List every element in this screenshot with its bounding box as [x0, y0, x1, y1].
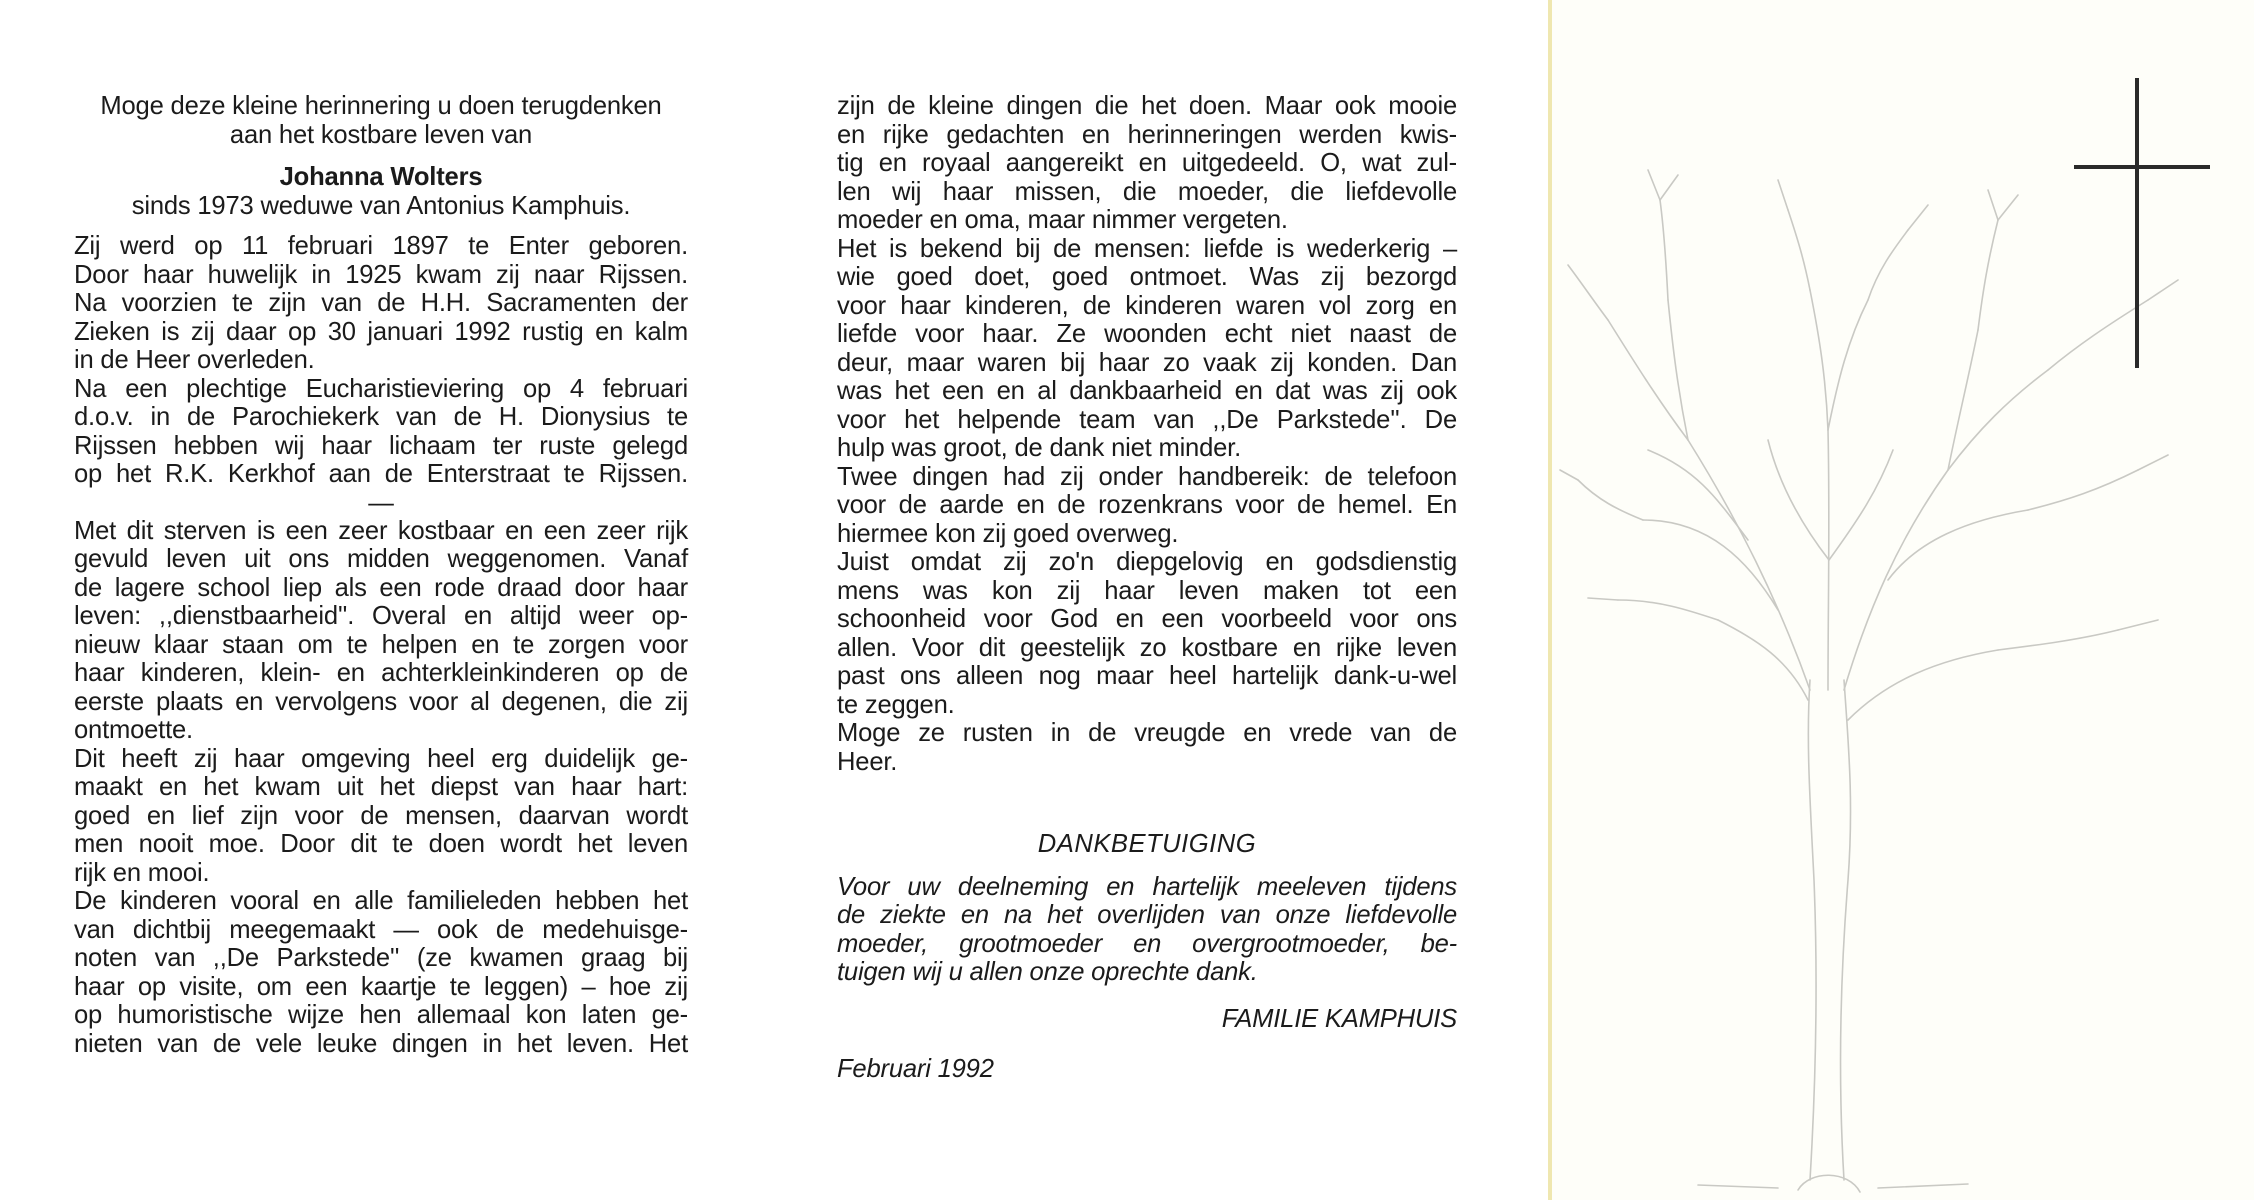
- text-line: goed en lief zijn voor de mensen, daarvan wordt: [74, 801, 688, 830]
- text-line: zijn de kleine dingen die het doen. Maar ook mooie: [837, 92, 1457, 120]
- intro-line-2: aan het kostbare leven van: [229, 120, 533, 149]
- thanks-text: [837, 873, 1457, 987]
- text-line: Na een plechtige Eucharistieviering op 4 februari: [74, 374, 688, 403]
- paragraph-life: [74, 517, 688, 745]
- intro-line-1: Moge deze kleine herinnering u doen terugdenken: [100, 92, 662, 120]
- text-line: voor haar kinderen, de kinderen waren vol zorg en: [837, 291, 1457, 320]
- text-line: Het is bekend bij de mensen: liefde is wederkerig –: [837, 234, 1457, 263]
- text-line: Juist omdat zij zo'n diepgelovig en godsdienstig: [837, 548, 1457, 576]
- text-line: leven: ,,dienstbaarheid''. Overal en altijd weer op-: [74, 602, 688, 630]
- left-column: [74, 92, 688, 1058]
- text-line: haar kinderen, klein- en achterkleinkinderen op de: [74, 659, 688, 687]
- text-line: tig en royaal aangereikt en uitgedeeld. O, wat zul-: [837, 149, 1457, 177]
- text-line: Zieken is zij daar op 30 januari 1992 rustig en kalm: [74, 317, 688, 346]
- middle-column: [837, 92, 1457, 1084]
- text-line: Dit heeft zij haar omgeving heel erg duidelijk ge-: [74, 744, 688, 773]
- text-line: past ons alleen nog maar heel hartelijk dank-u-wel: [837, 662, 1457, 690]
- text-line: haar op visite, om een kaartje te leggen) – hoe zij: [74, 972, 688, 1001]
- text-line: ontmoette.: [74, 716, 193, 744]
- paragraph-birth: [74, 232, 688, 375]
- text-line: d.o.v. in de Parochiekerk van de H. Dionysius te: [74, 403, 688, 431]
- text-line: mens was kon zij haar leven maken tot een: [837, 576, 1457, 605]
- text-line: op het R.K. Kerkhof aan de Enterstraat te Rijssen.: [74, 460, 688, 488]
- separator-dash: —: [368, 488, 394, 517]
- text-line: Door haar huwelijk in 1925 kwam zij naar Rijssen.: [74, 260, 688, 289]
- text-line: Na voorzien te zijn van de H.H. Sacramenten der: [74, 289, 688, 317]
- text-line: allen. Voor dit geestelijk zo kostbare en rijke leven: [837, 633, 1457, 662]
- text-line: men nooit moe. Door dit te doen wordt het leven: [74, 830, 688, 858]
- tree-drawing: [1548, 0, 2254, 1200]
- cross-icon-horizontal: [2074, 165, 2210, 169]
- paragraph-faith: [837, 548, 1457, 719]
- text-line: de ziekte en na het overlijden van onze liefdevolle: [837, 901, 1457, 929]
- text-line: noten van ,,De Parkstede'' (ze kwamen graag bij: [74, 944, 688, 972]
- cross-icon-vertical: [2135, 78, 2139, 368]
- text-line: van dichtbij meegemaakt — ook de medehuisge-: [74, 915, 688, 944]
- text-line: schoonheid voor God en een voorbeeld voor ons: [837, 605, 1457, 633]
- text-line: in de Heer overleden.: [74, 346, 315, 374]
- text-line: Zij werd op 11 februari 1897 te Enter geboren.: [74, 232, 688, 260]
- text-line: maakt en het kwam uit het diepst van haar hart:: [74, 773, 688, 801]
- deceased-name: Johanna Wolters: [279, 163, 483, 191]
- paragraph-rest: [837, 719, 1457, 776]
- text-line: gevuld leven uit ons midden weggenomen. Vanaf: [74, 545, 688, 573]
- deceased-subtitle: sinds 1973 weduwe van Antonius Kamphuis.: [131, 191, 631, 220]
- text-line: en rijke gedachten en herinneringen werden kwis-: [837, 120, 1457, 149]
- date: Februari 1992: [837, 1055, 994, 1083]
- thanks-heading: DANKBETUIGING: [1037, 830, 1257, 858]
- text-line: te zeggen.: [837, 690, 955, 719]
- text-line: liefde voor haar. Ze woonden echt niet naast de: [837, 320, 1457, 348]
- text-line: nieuw klaar staan om te helpen en te zorgen voor: [74, 630, 688, 659]
- text-line: voor het helpende team van ,,De Parkstede''. De: [837, 405, 1457, 434]
- text-line: op humoristische wijze hen allemaal kon laten ge-: [74, 1001, 688, 1029]
- signature: FAMILIE KAMPHUIS: [1221, 1004, 1457, 1033]
- text-line: wie goed doet, goed ontmoet. Was zij bezorgd: [837, 263, 1457, 291]
- text-line: Moge ze rusten in de vreugde en vrede van de: [837, 719, 1457, 747]
- text-line: Rijssen hebben wij haar lichaam ter ruste gelegd: [74, 431, 688, 460]
- text-line: Met dit sterven is een zeer kostbaar en een zeer rijk: [74, 516, 688, 545]
- text-line: was het een en al dankbaarheid en dat was zij ook: [837, 377, 1457, 405]
- text-line: deur, maar waren bij haar zo vaak zij konden. Dan: [837, 348, 1457, 377]
- text-line: rijk en mooi.: [74, 858, 210, 887]
- paragraph-funeral: [74, 375, 688, 489]
- text-line: De kinderen vooral en alle familieleden hebben het: [74, 887, 688, 915]
- text-line: len wij haar missen, die moeder, die liefdevolle: [837, 177, 1457, 206]
- text-line: Voor uw deelneming en hartelijk meeleven tijdens: [837, 872, 1457, 901]
- text-line: hulp was groot, de dank niet minder.: [837, 434, 1241, 462]
- text-line: tuigen wij u allen onze oprechte dank.: [837, 958, 1258, 986]
- paragraph-family: [74, 887, 688, 1058]
- text-line: de lagere school liep als een rode draad door haar: [74, 573, 688, 602]
- paragraph-two-things: [837, 463, 1457, 549]
- paragraph-memories: [837, 92, 1457, 235]
- text-line: voor de aarde en de rozenkrans voor de hemel. En: [837, 491, 1457, 519]
- text-line: moeder en oma, maar nimmer vergeten.: [837, 206, 1288, 234]
- paragraph-love: [837, 235, 1457, 463]
- text-line: eerste plaats en vervolgens voor al degenen, die zij: [74, 687, 688, 716]
- paragraph-environment: [74, 745, 688, 888]
- text-line: nieten van de vele leuke dingen in het leven. Het: [74, 1029, 688, 1058]
- text-line: Twee dingen had zij onder handbereik: de telefoon: [837, 462, 1457, 491]
- text-line: Heer.: [837, 747, 898, 776]
- text-line: moeder, grootmoeder en overgrootmoeder, be-: [837, 929, 1457, 958]
- text-line: hiermee kon zij goed overweg.: [837, 519, 1179, 548]
